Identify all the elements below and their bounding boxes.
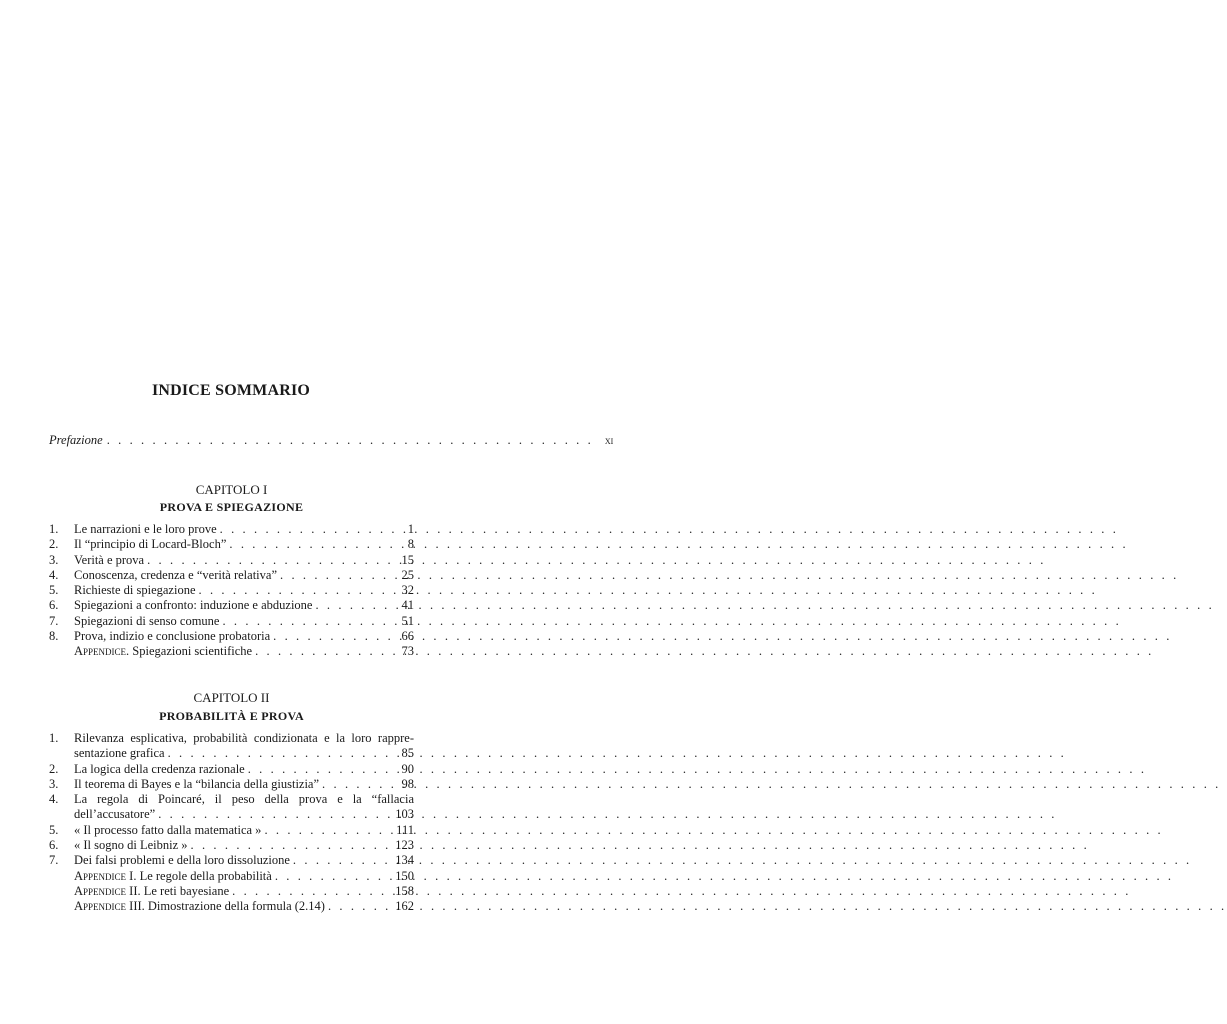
dot-leader [290, 853, 382, 868]
entry-page: 25 [401, 567, 414, 582]
entry-page: 41 [401, 598, 414, 613]
toc-entry [49, 537, 414, 552]
entry-number: 6. [49, 598, 59, 613]
dot-leader [245, 762, 382, 777]
appendix-prefix: Appendice [74, 899, 127, 914]
entry-number: 2. [49, 761, 59, 776]
entry-number: 1. [49, 522, 59, 536]
dot-leader [319, 777, 382, 792]
appendix-title: III. Dimostrazione della formula (2.14) [126, 899, 325, 914]
entry-page: 85 [401, 746, 414, 761]
entry-text: Rilevanza esplicativa, probabilità condizionata e la loro rappre- [74, 731, 414, 745]
entry-number: 1. [49, 731, 59, 745]
dot-leader [325, 899, 382, 914]
chapter-2-title: PROBABILITÀ E PROVA [159, 709, 304, 723]
entry-page: 15 [401, 552, 414, 567]
entry-number: 4. [49, 567, 59, 582]
dot-leader [312, 598, 382, 613]
entry-text: Spiegazioni di senso comune [74, 613, 220, 628]
entry-page: 32 [401, 583, 414, 598]
entry-page: 103 [395, 807, 414, 822]
toc-entry [49, 762, 414, 777]
toc-entry-appendix [49, 884, 414, 899]
entry-text: La regola di Poincaré, il peso della prova e la “fallacia [74, 792, 414, 807]
entry-text: La logica della credenza razionale [74, 761, 245, 776]
appendix-title: I. Le regole della probabilità [126, 868, 272, 883]
entry-page: 150 [395, 868, 414, 883]
entry-text: Il teorema di Bayes e la “bilancia della giustizia” [74, 776, 320, 791]
appendix-prefix: Appendice [74, 868, 127, 883]
chapter-2-label: CAPITOLO II [193, 690, 270, 705]
entry-text [74, 884, 229, 899]
preface-label: Prefazione [49, 433, 103, 447]
entry-number: 5. [49, 583, 59, 598]
toc-entry [49, 823, 414, 838]
entry-text: Il “principio di Locard-Bloch” [74, 537, 227, 552]
page-title: INDICE SOMMARIO [151, 382, 311, 399]
dot-leader [229, 884, 382, 899]
entry-text: Conoscenza, credenza e “verità relativa” [74, 567, 277, 582]
entry-text: Spiegazioni a confronto: induzione e abduzione [74, 598, 313, 613]
dot-leader [272, 869, 382, 884]
entry-text: « Il sogno di Leibniz » [74, 838, 188, 853]
entry-page: 8 [407, 537, 414, 552]
toc-entry-continuation [49, 746, 414, 761]
dot-leader [226, 537, 382, 552]
entry-text: Verità e prova [74, 552, 145, 567]
entry-page: 66 [401, 629, 414, 644]
toc-row-preface [49, 433, 614, 448]
toc-entry [49, 598, 414, 613]
dot-leader [270, 629, 382, 644]
entry-page: 123 [395, 838, 414, 853]
appendix-title: II. Le reti bayesiane [126, 883, 230, 898]
toc-entry [49, 777, 414, 792]
dot-leader [155, 807, 382, 822]
entry-text: « Il processo fatto dalla matematica » [74, 822, 262, 837]
entry-number: 7. [49, 853, 59, 868]
toc-entry [49, 583, 414, 598]
toc-entry [49, 853, 414, 868]
entry-page: 98 [401, 776, 414, 791]
dot-leader [252, 644, 382, 659]
entry-text-continued: dell’accusatore” [74, 807, 156, 822]
dot-leader [261, 823, 382, 838]
toc-entry [49, 731, 414, 746]
appendix-title: . Spiegazioni scientifiche [126, 644, 253, 659]
chapter-2-entries [49, 731, 414, 915]
entry-page: 162 [395, 899, 414, 914]
entry-number: 3. [49, 552, 59, 567]
entry-number: 2. [49, 537, 59, 552]
entry-text [74, 899, 325, 914]
dot-leader [144, 553, 382, 568]
toc-entry [49, 629, 414, 644]
dot-leader [219, 614, 382, 629]
toc-entry [49, 553, 414, 568]
chapter-1-title: PROVA E SPIEGAZIONE [159, 500, 304, 514]
toc-entry [49, 568, 414, 583]
entry-text: Richieste di spiegazione [74, 583, 196, 598]
entry-page: 90 [401, 761, 414, 776]
toc-entry [49, 614, 414, 629]
dot-leader [277, 568, 382, 583]
toc-entry [49, 838, 414, 853]
entry-page: 1 [407, 522, 414, 536]
dot-leader [217, 522, 382, 537]
dot-leader: . . . . . . . . . . . . . . . . . . . . . . . . . . . . . . . . . . . . . . . . . . . [106, 433, 594, 447]
toc-entry [49, 522, 414, 537]
entry-number: 7. [49, 613, 59, 628]
chapter-1-entries [49, 522, 414, 660]
chapter-1-label: CAPITOLO I [195, 482, 268, 497]
toc-entry-appendix [49, 899, 414, 914]
preface-page: xi [604, 433, 614, 447]
toc-entry-appendix [49, 644, 414, 659]
entry-number: 5. [49, 822, 59, 837]
entry-page: 51 [401, 613, 414, 628]
toc-entry-continuation [49, 807, 414, 822]
dot-leader [188, 838, 382, 853]
entry-page: 111 [396, 822, 414, 837]
toc-entry-appendix [49, 869, 414, 884]
entry-text-continued: sentazione grafica [74, 746, 165, 761]
dot-leader [196, 583, 383, 598]
entry-number: 6. [49, 838, 59, 853]
appendix-prefix: Appendice [74, 644, 127, 659]
entry-page: 158 [395, 883, 414, 898]
entry-number: 4. [49, 792, 59, 807]
entry-text: Le narrazioni e le loro prove [74, 522, 217, 536]
toc-entry [49, 792, 414, 807]
entry-page: 134 [395, 853, 414, 868]
entry-text [74, 644, 252, 659]
entry-text: Dei falsi problemi e della loro dissoluzione [74, 853, 290, 868]
dot-leader [165, 746, 382, 761]
entry-text [74, 869, 272, 884]
entry-page: 73 [401, 644, 414, 659]
entry-number: 3. [49, 776, 59, 791]
entry-number: 8. [49, 629, 59, 644]
appendix-prefix: Appendice [74, 883, 127, 898]
entry-text: Prova, indizio e conclusione probatoria [74, 629, 271, 644]
